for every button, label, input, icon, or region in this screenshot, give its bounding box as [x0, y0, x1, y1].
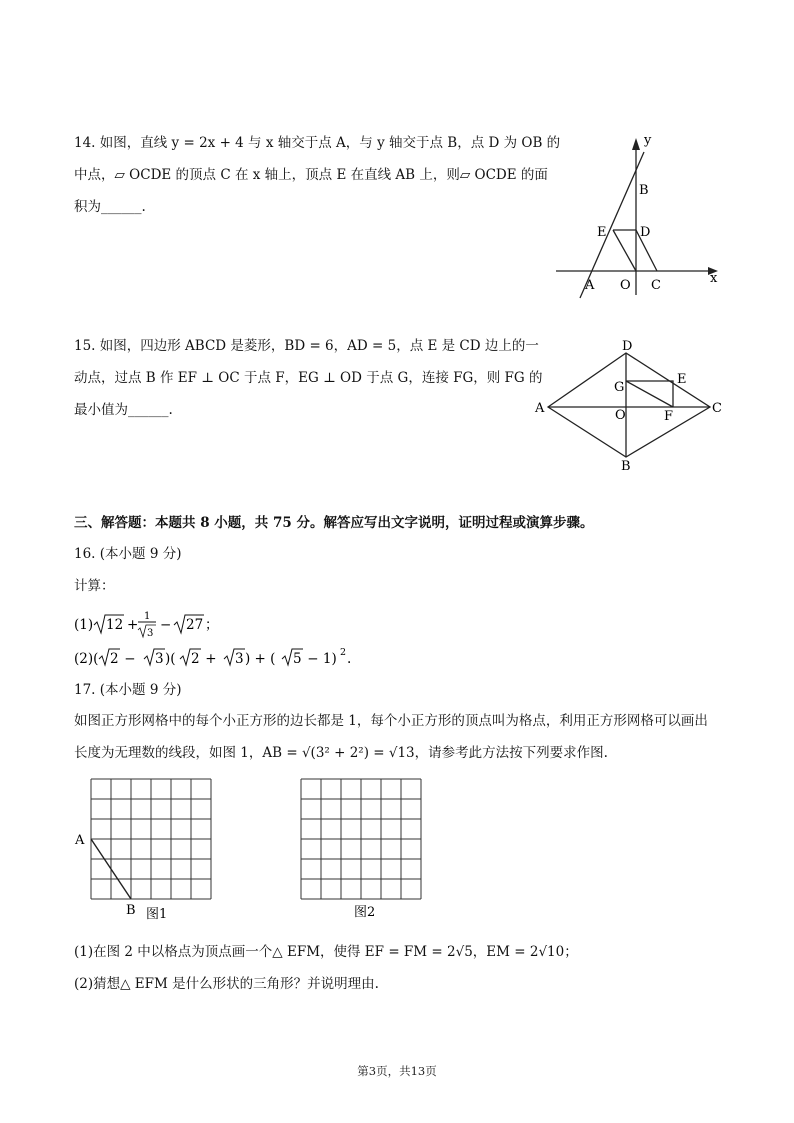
q16-p1-denominator: 3 — [147, 628, 154, 639]
q15-line-3: 最小值为______. — [74, 402, 173, 418]
q17-grid-2 — [301, 779, 421, 899]
q16-p1-index: (1) — [74, 617, 94, 633]
q16-p2-k: − 1) — [303, 651, 337, 667]
q16-p2-d: 3 — [155, 651, 164, 667]
q15-line-2: 动点，过点 B 作 EF ⊥ OC 于点 F，EG ⊥ OD 于点 G，连接 FG，则 FG 的 — [74, 370, 543, 386]
q16-part-1-expression — [74, 608, 314, 642]
q14-line-2: 中点，▱ OCDE 的顶点 C 在 x 轴上，顶点 E 在直线 AB 上，则▱ OCDE 的面 — [74, 167, 548, 183]
q14-line-1: 14. 如图，直线 y = 2x + 4 与 x 轴交于点 A，与 y 轴交于点 B，点 D 为 OB 的 — [74, 135, 561, 151]
q16-p2-f: 2 — [191, 651, 200, 667]
q16-p1-radicand-3: 27 — [186, 617, 204, 633]
q17-label-b: B — [126, 903, 136, 918]
q15-label-o: O — [615, 408, 626, 423]
q15-figure — [530, 336, 730, 476]
q16-part-2 — [74, 644, 374, 672]
q17-grid-1 — [91, 779, 211, 899]
q16-p2-l: 2 — [340, 647, 347, 658]
q16-p2-m: . — [347, 651, 352, 667]
q17-title: 17. (本小题 9 分) — [74, 682, 182, 698]
section-heading: 三、解答题：本题共 8 小题，共 75 分。解答应写出文字说明，证明过程或演算步骤。 — [74, 515, 594, 531]
q15-segment-fg — [626, 381, 673, 407]
q16-p1-minus: − — [160, 617, 172, 633]
q17-figure-2 — [280, 772, 430, 922]
q16-p1-radicand-1: 12 — [106, 617, 124, 633]
q14-label-c: C — [651, 278, 661, 293]
q16-p2-h: 3 — [235, 651, 244, 667]
q16-p1-plus: + — [127, 617, 139, 633]
q14-line-3: 积为______. — [74, 199, 146, 215]
q14-label-o: O — [620, 278, 631, 293]
page-footer: 第3页，共13页 — [357, 1064, 437, 1078]
q14-figure — [552, 130, 732, 305]
q15-label-e: E — [677, 372, 687, 387]
q14-label-b: B — [639, 183, 649, 198]
q15-label-d: D — [622, 339, 633, 354]
q15-label-f: F — [664, 409, 674, 424]
q15-label-c: C — [712, 401, 722, 416]
q17-label-a: A — [75, 833, 85, 848]
q16-p2-g: + — [201, 651, 221, 667]
q17-figure-1 — [70, 772, 230, 922]
q17-line-2: 长度为无理数的线段，如图 1，AB = √(3² + 2²) = √13，请参考此方法按下列要求作图. — [74, 745, 608, 761]
q15-line-1: 15. 如图，四边形 ABCD 是菱形，BD = 6，AD = 5，点 E 是 CD 边上的一 — [74, 338, 539, 354]
q17-fig2-caption: 图2 — [354, 905, 376, 920]
q16-intro: 计算： — [74, 578, 115, 594]
q14-line-ab — [580, 152, 644, 298]
q14-label-a: A — [585, 278, 595, 293]
q14-label-e: E — [597, 225, 607, 240]
q16-p2-i: ) + ( — [245, 651, 276, 667]
q16-part-1 — [74, 608, 314, 642]
q16-p2-c: − — [120, 651, 140, 667]
q14-label-y: y — [644, 133, 652, 148]
q17-part-1: (1)在图 2 中以格点为顶点画一个△ EFM，使得 EF = FM = 2√5，EM = 2√10； — [74, 944, 578, 960]
q15-label-a: A — [535, 401, 545, 416]
q15-label-g: G — [614, 380, 625, 395]
q16-p2-b: 2 — [110, 651, 119, 667]
q16-p2-a: (2)( — [74, 651, 99, 667]
q16-p1-end: ； — [205, 617, 219, 633]
q15-label-b: B — [621, 459, 631, 474]
q16-p2-e: )( — [165, 651, 176, 667]
q14-side-eo — [613, 230, 636, 271]
q15-rhombus — [548, 353, 710, 457]
q16-part-2-expression — [74, 644, 374, 672]
q16-p2-j: 5 — [293, 651, 302, 667]
q14-label-x: x — [710, 271, 718, 286]
q17-fig1-caption: 图1 — [146, 907, 168, 922]
q16-title: 16. (本小题 9 分) — [74, 546, 182, 562]
q14-label-d: D — [640, 225, 651, 240]
q16-p1-numerator: 1 — [144, 611, 151, 622]
q14-y-arrow-icon — [632, 138, 640, 150]
q17-line-1: 如图正方形网格中的每个小正方形的边长都是 1，每个小正方形的顶点叫为格点，利用正方形网格可以画出 — [74, 713, 708, 729]
q17-part-2: (2)猜想△ EFM 是什么形状的三角形？并说明理由. — [74, 976, 379, 992]
